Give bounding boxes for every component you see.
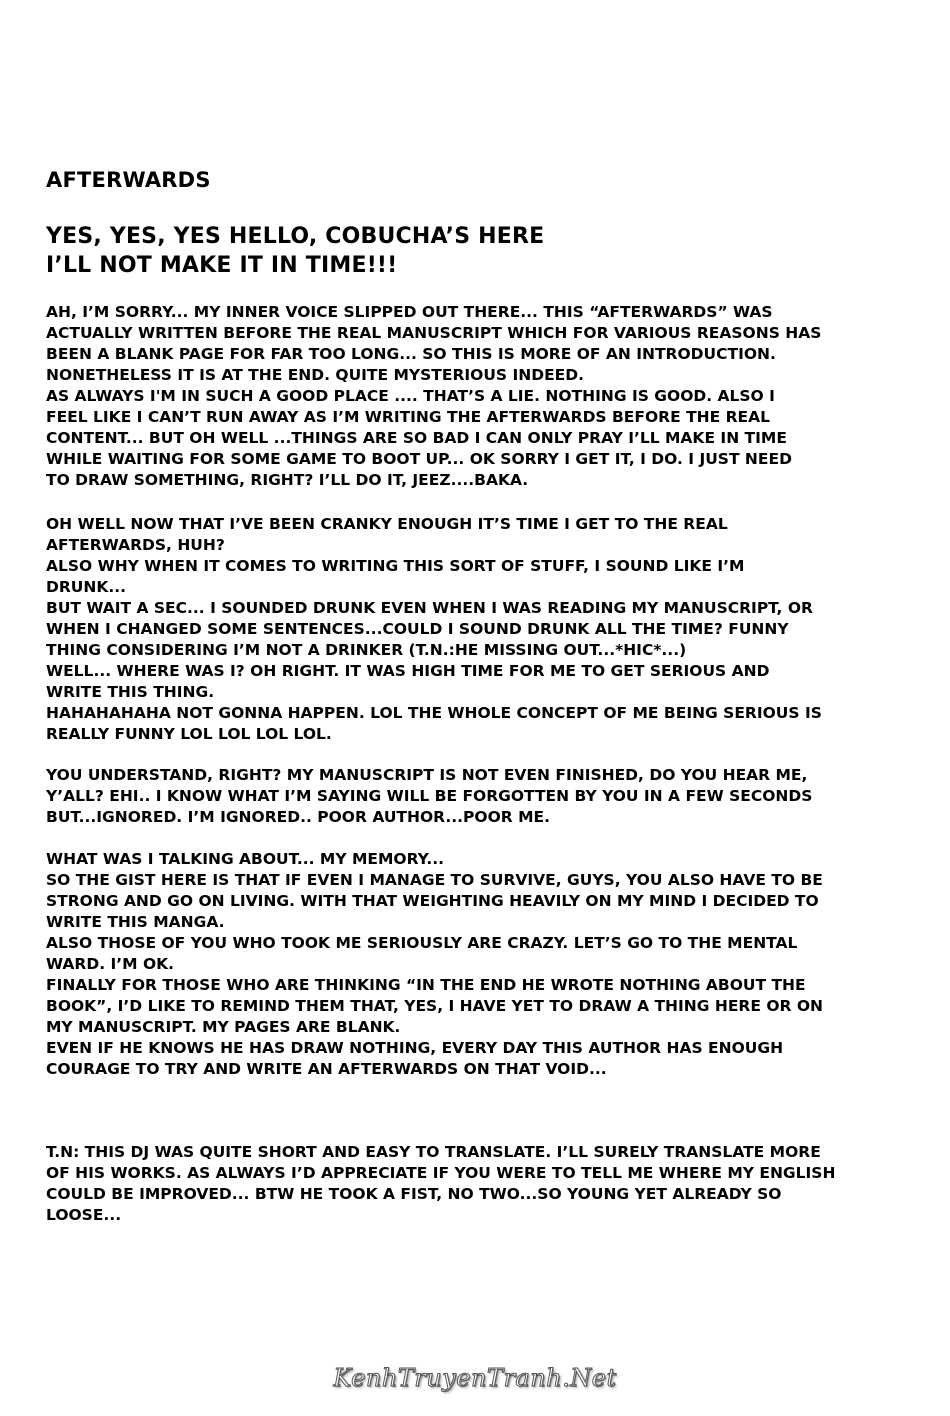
text-line: TO DRAW SOMETHING, RIGHT? I’LL DO IT, JEEZ....BAKA. xyxy=(46,471,529,489)
text-line: WRITE THIS MANGA. xyxy=(46,913,225,931)
paragraph-intro xyxy=(46,302,821,491)
text-line: AFTERWARDS, HUH? xyxy=(46,536,225,554)
text-line: FINALLY FOR THOSE WHO ARE THINKING “IN THE END HE WROTE NOTHING ABOUT THE xyxy=(46,976,806,994)
text-line: SO THE GIST HERE IS THAT IF EVEN I MANAGE TO SURVIVE, GUYS, YOU ALSO HAVE TO BE xyxy=(46,871,823,889)
paragraph-manuscript xyxy=(46,765,812,828)
text-line: ALSO THOSE OF YOU WHO TOOK ME SERIOUSLY ARE CRAZY. LET’S GO TO THE MENTAL xyxy=(46,934,798,952)
headline xyxy=(46,222,544,280)
text-line: EVEN IF HE KNOWS HE HAS DRAW NOTHING, EVERY DAY THIS AUTHOR HAS ENOUGH xyxy=(46,1039,784,1057)
text-line: ACTUALLY WRITTEN BEFORE THE REAL MANUSCRIPT WHICH FOR VARIOUS REASONS HAS xyxy=(46,324,822,342)
page-title: AFTERWARDS xyxy=(46,168,211,192)
text-line: AH, I’M SORRY... MY INNER VOICE SLIPPED OUT THERE... THIS “AFTERWARDS” WAS xyxy=(46,303,773,321)
text-line: WRITE THIS THING. xyxy=(46,683,215,701)
text-line: WARD. I’M OK. xyxy=(46,955,175,973)
text-line: BOOK”, I’D LIKE TO REMIND THEM THAT, YES, I HAVE YET TO DRAW A THING HERE OR ON xyxy=(46,997,824,1015)
text-line: BEEN A BLANK PAGE FOR FAR TOO LONG... SO THIS IS MORE OF AN INTRODUCTION. xyxy=(46,345,776,363)
text-line: NONETHELESS IT IS AT THE END. QUITE MYSTERIOUS INDEED. xyxy=(46,366,585,384)
text-line: WELL... WHERE WAS I? OH RIGHT. IT WAS HIGH TIME FOR ME TO GET SERIOUS AND xyxy=(46,662,770,680)
text-line: HAHAHAHAHA NOT GONNA HAPPEN. LOL THE WHOLE CONCEPT OF ME BEING SERIOUS IS xyxy=(46,704,822,722)
text-line: T.N: THIS DJ WAS QUITE SHORT AND EASY TO TRANSLATE. I’LL SURELY TRANSLATE MORE xyxy=(46,1143,821,1161)
text-line: BUT...IGNORED. I’M IGNORED.. POOR AUTHOR...POOR ME. xyxy=(46,808,550,826)
text-line: Y’ALL? EHI.. I KNOW WHAT I’M SAYING WILL BE FORGOTTEN BY YOU IN A FEW SECONDS xyxy=(46,787,813,805)
text-line: AS ALWAYS I'M IN SUCH A GOOD PLACE .... THAT’S A LIE. NOTHING IS GOOD. ALSO I xyxy=(46,387,775,405)
text-line: COURAGE TO TRY AND WRITE AN AFTERWARDS ON THAT VOID... xyxy=(46,1060,607,1078)
text-line: THING CONSIDERING I’M NOT A DRINKER (T.N.:HE MISSING OUT...*HIC*...) xyxy=(46,641,687,659)
text-line: OH WELL NOW THAT I’VE BEEN CRANKY ENOUGH IT’S TIME I GET TO THE REAL xyxy=(46,515,728,533)
text-line: REALLY FUNNY LOL LOL LOL LOL. xyxy=(46,725,332,743)
text-line: WHILE WAITING FOR SOME GAME TO BOOT UP... OK SORRY I GET IT, I DO. I JUST NEED xyxy=(46,450,792,468)
text-line: MY MANUSCRIPT. MY PAGES ARE BLANK. xyxy=(46,1018,401,1036)
paragraph-cranky xyxy=(46,514,822,745)
text-line: ALSO WHY WHEN IT COMES TO WRITING THIS SORT OF STUFF, I SOUND LIKE I’M xyxy=(46,557,745,575)
headline-line: I’LL NOT MAKE IT IN TIME!!! xyxy=(46,253,398,278)
text-line: BUT WAIT A SEC... I SOUNDED DRUNK EVEN WHEN I WAS READING MY MANUSCRIPT, OR xyxy=(46,599,813,617)
watermark: KenhTruyenTranh.Net xyxy=(333,1364,617,1392)
text-line: COULD BE IMPROVED... BTW HE TOOK A FIST, NO TWO...SO YOUNG YET ALREADY SO xyxy=(46,1185,782,1203)
text-line: STRONG AND GO ON LIVING. WITH THAT WEIGHTING HEAVILY ON MY MIND I DECIDED TO xyxy=(46,892,819,910)
paragraph-translator-note xyxy=(46,1142,835,1226)
text-line: FEEL LIKE I CAN’T RUN AWAY AS I’M WRITING THE AFTERWARDS BEFORE THE REAL xyxy=(46,408,771,426)
text-line: WHEN I CHANGED SOME SENTENCES...COULD I SOUND DRUNK ALL THE TIME? FUNNY xyxy=(46,620,789,638)
text-line: LOOSE... xyxy=(46,1206,122,1224)
paragraph-memory xyxy=(46,849,823,1080)
text-line: YOU UNDERSTAND, RIGHT? MY MANUSCRIPT IS NOT EVEN FINISHED, DO YOU HEAR ME, xyxy=(46,766,808,784)
headline-line: YES, YES, YES HELLO, COBUCHA’S HERE xyxy=(46,224,545,249)
text-line: DRUNK... xyxy=(46,578,127,596)
text-line: WHAT WAS I TALKING ABOUT... MY MEMORY... xyxy=(46,850,444,868)
text-line: CONTENT... BUT OH WELL ...THINGS ARE SO BAD I CAN ONLY PRAY I’LL MAKE IN TIME xyxy=(46,429,787,447)
text-line: OF HIS WORKS. AS ALWAYS I’D APPRECIATE IF YOU WERE TO TELL ME WHERE MY ENGLISH xyxy=(46,1164,836,1182)
